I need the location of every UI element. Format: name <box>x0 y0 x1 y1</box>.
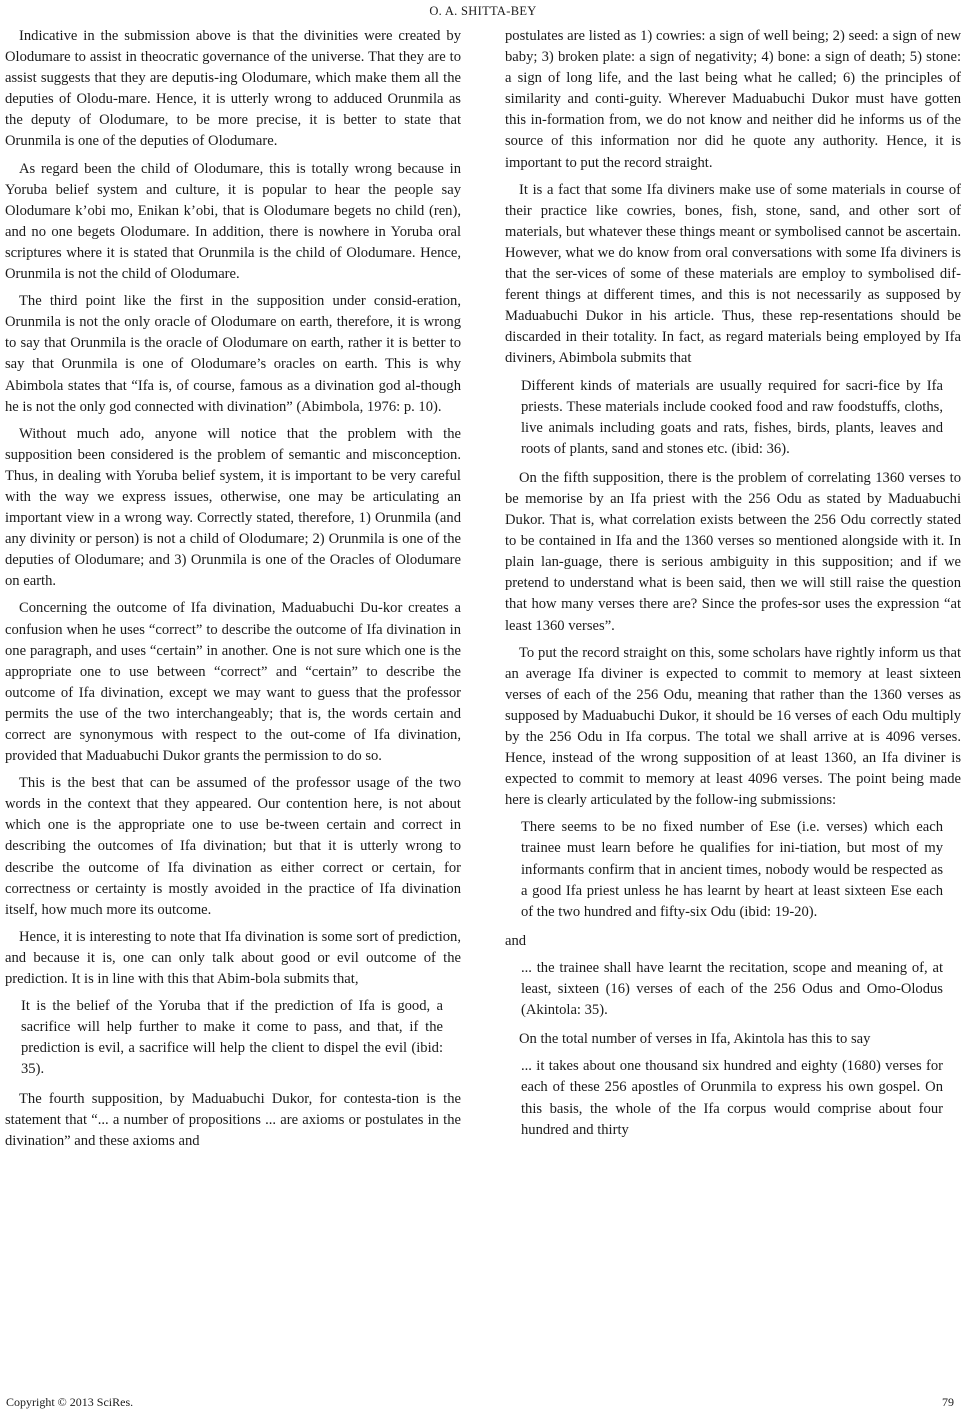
block-quote: Different kinds of materials are usually required for sacri-fice by Ifa priests. These materials include cooked food and raw foodstuffs, cloths, live animals including goats and rats, fishes, birds, plants, leaves and roots of plants, sand and stones etc. (ibid: 36). <box>521 377 943 457</box>
connector-text: and <box>505 932 527 949</box>
paragraph: The fourth supposition, by Maduabuchi Dukor, for contesta-tion is the statement that “... a number of propositions ... are axioms or postulates in the divination” and these axioms and <box>5 1090 461 1149</box>
running-head: O. A. SHITTA-BEY <box>429 4 537 18</box>
paragraph: Indicative in the submission above is that the divinities were created by Olodumare to assist in theocratic governance of the universe. That they are to assist suggests that they are deputis-ing Olodumare, which make them all the deputies of Olodu-mare. Hence, it is utterly wrong to adduced Orunmila as the deputy of Olodumare, to be more precise, it is better to state that Orunmila is one of the deputies of Olodumare. <box>5 28 461 150</box>
block-quote: There seems to be no fixed number of Ese (i.e. verses) which each trainee must learn before he qualifies for ini-tiation, but most of my informants confirm that in ancient times, nobody would be respected as a good Ifa priest unless he has learnt by heart at least sixteen Ese each of the two hundred and fifty-six Odu (ibid: 19-20). <box>521 819 943 920</box>
paragraph: Concerning the outcome of Ifa divination, Maduabuchi Du-kor creates a confusion when he uses “correct” to describe the outcome of Ifa divination in one paragraph, and uses “certain” in another. One is not sure which one is the appropriate one to use between “correct” and “certain” to describe the outcome of Ifa divination, except we may want to guess that the professor permits the use of the two interchangeably; that is, the words certain and correct are synonymous with respect to the out-come of Ifa divination, provided that Maduabuchi Dukor grants the permission to do so. <box>5 600 461 765</box>
block-quote: It is the belief of the Yoruba that if the prediction of Ifa is good, a sacrifice will help further to make it come to pass, and that, if the prediction is evil, a sacrifice will help the client to dispel the evil (ibid: 35). <box>21 998 443 1078</box>
copyright-notice: Copyright © 2013 SciRes. <box>6 1395 134 1409</box>
paragraph: As regard been the child of Olodumare, this is totally wrong because in Yoruba belief system and culture, it is popular to hear the people say Olodumare k’obi mo, Enikan k’obi, that is Olodumare begets no child (ren), and no one begets Olodumare. In addition, there is nowhere in Yoruba oral scriptures where it is stated that Orunmila is the child of Olodumare. Hence, Orunmila is not the child of Olodumare. <box>5 160 461 283</box>
paragraph: To put the record straight on this, some scholars have rightly inform us that an average Ifa diviner is expected to commit to memory at least sixteen verses of each of the 256 Odu, meaning that rather than the 1360 verses as supposed by Maduabuchi Dukor, it should be 16 verses of each Odu multiply by the 256 Odu in Ifa corpus. The total we shall arrive at is 4096 verses. Hence, instead of the wrong supposition of at least 1360, an Ifa diviner is expected to commit to memory at least 4096 verses. The point being made here is clearly articulated by the follow-ing submissions: <box>505 644 961 809</box>
page-number: 79 <box>942 1395 954 1409</box>
right-column <box>505 26 961 1149</box>
block-quote: ... it takes about one thousand six hundred and eighty (1680) verses for each of these 256 apostles of Orunmila to express his own gospel. On this basis, the whole of the Ifa corpus would comprise about four hundred and thirty <box>521 1058 943 1138</box>
block-quote: ... the trainee shall have learnt the recitation, scope and meaning of, at least, sixteen (16) verses of each of the 256 Odus and Omo-Olodus (Akintola: 35). <box>521 959 943 1019</box>
paragraph: It is a fact that some Ifa diviners make use of some materials in course of their practice like cowries, bones, fish, stone, sand, and other sort of materials, but whatever these things meant or symbolised cannot be ascertain. However, what we do know from oral conversations with some Ifa diviners is that the ser-vices of some of these materials are employ to symbolised dif-ferent things at different times, and this is not necessarily as supposed by Maduabuchi Dukor in his article. Thus, these rep-resentations should be discarded in their totality. In fact, as regard materials being employed by Ifa diviners, Abimbola submits that <box>505 181 961 367</box>
paragraph: Hence, it is interesting to note that Ifa divination is some sort of prediction, and because it is, one can only talk about good or evil outcome of the prediction. It is in line with this that Abim-bola submits that, <box>5 928 461 988</box>
paragraph: On the fifth supposition, there is the problem of correlating 1360 verses to be memorise by an Ifa priest with the 256 Odu as stated by Maduabuchi Dukor. That is, what correlation exists between the 256 Odu correctly stated to be contained in Ifa and the 1360 verses so mentioned alongside with it. In plain lan-guage, there is serious ambiguity in this supposition; and if we pretend to understand what is been said, then we will still raise the question that how many verses there are? Since the profes-sor uses the expression “at least 1360 verses”. <box>505 469 961 634</box>
paragraph: This is the best that can be assumed of the professor usage of the two words in the context that they appeared. Our contention here, is not about which one is the appropriate one to use be-tween certain and correct in describing the outcomes of Ifa divination; but that it is utterly wrong to describe the outcome of Ifa divination as either correct or certain, for correctness or certainty is mostly avoided in the practice of Ifa divination itself, how much more its outcome. <box>5 775 461 918</box>
paragraph: The third point like the first in the supposition under consid-eration, Orunmila is not the only oracle of Olodumare on earth, therefore, it is wrong to say that Orunmila is the oracle of Olodumare on earth, rather it is better to say that Orunmila is one of Olodumare’s oracles on earth. This is why Abimbola states that “Ifa is, of course, famous as a divination god al-though he is not the only god connected with divination” (Abimbola, 1976: p. 10). <box>5 293 461 415</box>
paragraph: postulates are listed as 1) cowries: a sign of well being; 2) seed: a sign of new baby; 3) broken plate: a sign of negativity; 4) bone: a sign of death; 5) stone: a sign of long life, and the last being what he called; 6) the principles of similarity and conti-guity. Wherever Maduabuchi Dukor must have gotten this in-formation from, we do not know and neither did he informs us of the source of this information nor did he quote any authority. Hence, it is important to put the record straight. <box>505 28 961 171</box>
left-column <box>5 26 461 1152</box>
paragraph: On the total number of verses in Ifa, Akintola has this to say <box>519 1031 871 1048</box>
paragraph: Without much ado, anyone will notice that the problem with the supposition been considered is the problem of semantic and misconception. Thus, in dealing with Yoruba belief system, it is important to be very careful with the way we express issues, otherwise, one may be articulating an important view in a wrong way. Correctly stated, therefore, 1) Orunmila (and any divinity or person) is not a child of Olodumare; 2) Orunmila is one of the deputies of Olodumare; and 3) Orunmila is one of the Oracles of Olodumare on earth. <box>5 425 461 590</box>
